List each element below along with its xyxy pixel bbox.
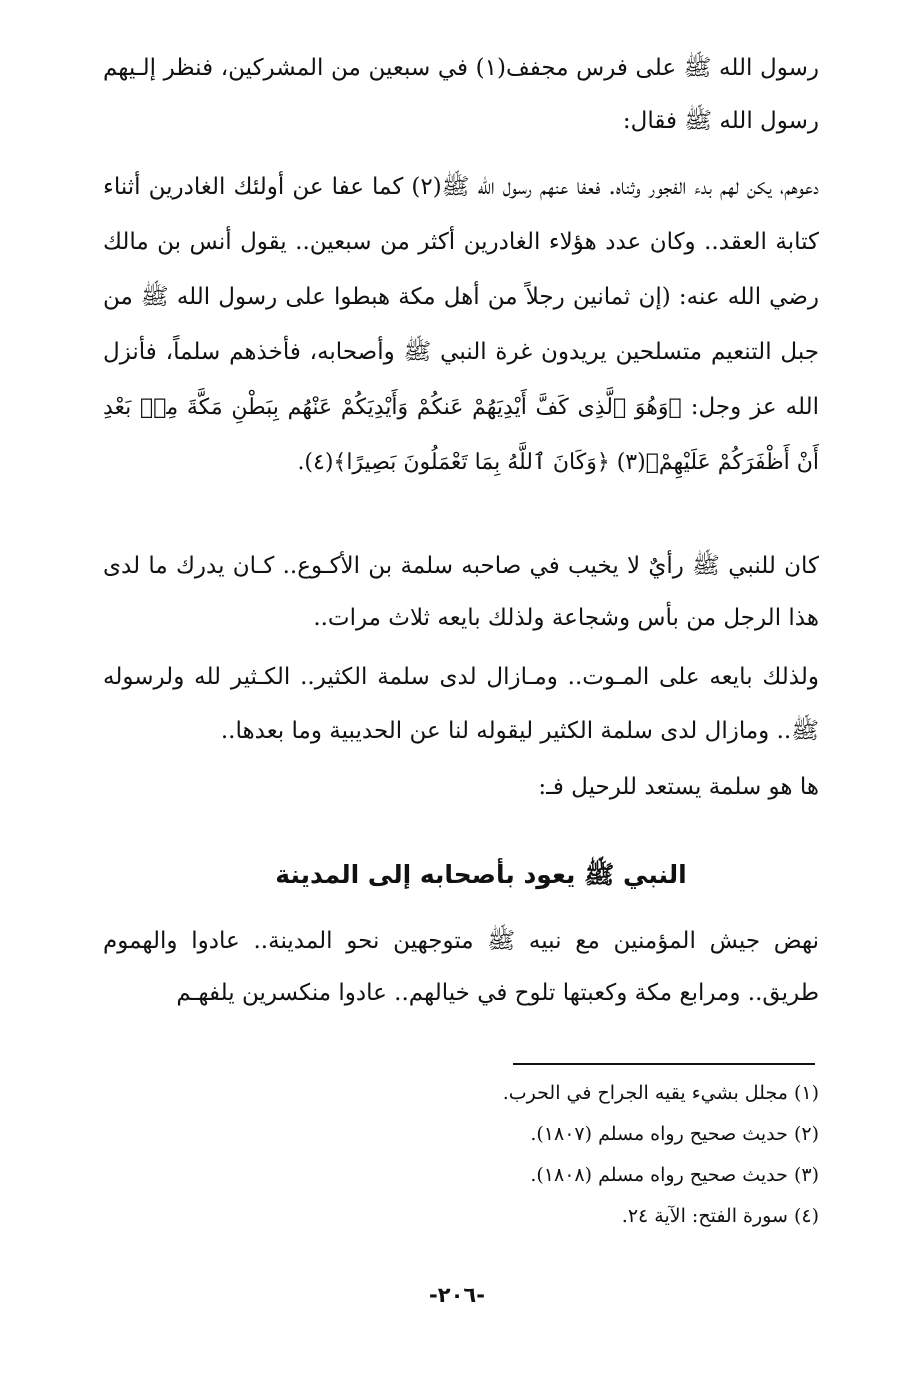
- footnote-3: (٣) حديث صحيح رواه مسلم (١٨٠٨).: [530, 1164, 819, 1186]
- footnote-4: (٤) سورة الفتح: الآية ٢٤.: [621, 1205, 819, 1227]
- footnote-1: (١) مجلل بشيء يقيه الجراح في الحرب.: [502, 1082, 819, 1104]
- page-number: -٢٠٦-: [429, 1283, 485, 1307]
- paragraph-hadith-anas: [103, 160, 819, 490]
- footnote-2: (٢) حديث صحيح رواه مسلم (١٨٠٧).: [530, 1123, 819, 1145]
- paragraph-departure: ها هو سلمة يستعد للرحيل فـ:: [538, 774, 819, 800]
- footnotes: [103, 1073, 819, 1237]
- paragraph-pledge: ولذلك بايعه على المـوت.. ومـازال لدى سلمة الكثير.. الكـثير لله ولرسوله ﷺ.. ومازال لدى سلمة الكثير ليقوله لنا عن الحديبية وما بعدها..: [103, 664, 819, 744]
- footnote-divider: [513, 1063, 815, 1065]
- paragraph-salama: كان للنبي ﷺ رأيٌ لا يخيب في صاحبه سلمة بن الأكـوع.. كـان يدرك ما لدى هذا الرجل من بأس وشجاعة ولذلك بايعه ثلاث مرات..: [103, 553, 819, 631]
- paragraph-return: نهض جيش المؤمنين مع نبيه ﷺ متوجهين نحو المدينة.. عادوا والهموم طريق.. ومرابع مكة وكعبتها تلوح في خيالهم.. عادوا منكسرين يلفهـم: [103, 928, 819, 1006]
- quran-verse: ﴿وَهُوَ ٱلَّذِى كَفَّ أَيْدِيَهُمْ عَنكُمْ وَأَيْدِيَكُمْ عَنْهُم بِبَطْنِ مَكَّةَ مِنۢ بَعْدِ أَنْ أَظْفَرَكُمْ عَلَيْهِمْ﴾(٣) ﴿وَكَانَ ٱللَّهُ بِمَا تَعْمَلُونَ بَصِيرًا﴾(٤).: [103, 395, 819, 475]
- paragraph-text: دعوهم، يكن لهم بدء الفجور وثناه. فعفا عنهم رسول الله ﷺ(٢) كما عفا عن أولئك الغادرين أثناء كتابة العقد.. وكان عدد هؤلاء الغادرين أكثر من سبعين.. يقول أنس بن مالك رضي الله عنه: (إن ثمانين رجلاً من أهل مكة هبطوا على رسول الله ﷺ من جبل التنعيم متسلحين يريدون غرة النبي ﷺ وأصحابه، فأخذهم سلماً، فأنزل الله عز وجل:: [103, 174, 820, 420]
- section-heading: [103, 850, 819, 900]
- section-heading-text: النبي ﷺ يعود بأصحابه إلى المدينة: [275, 860, 687, 889]
- paragraph-continuation: رسول الله ﷺ على فرس مجفف(١) في سبعين من المشركين، فنظر إلـيهم رسول الله ﷺ فقال:: [103, 55, 819, 134]
